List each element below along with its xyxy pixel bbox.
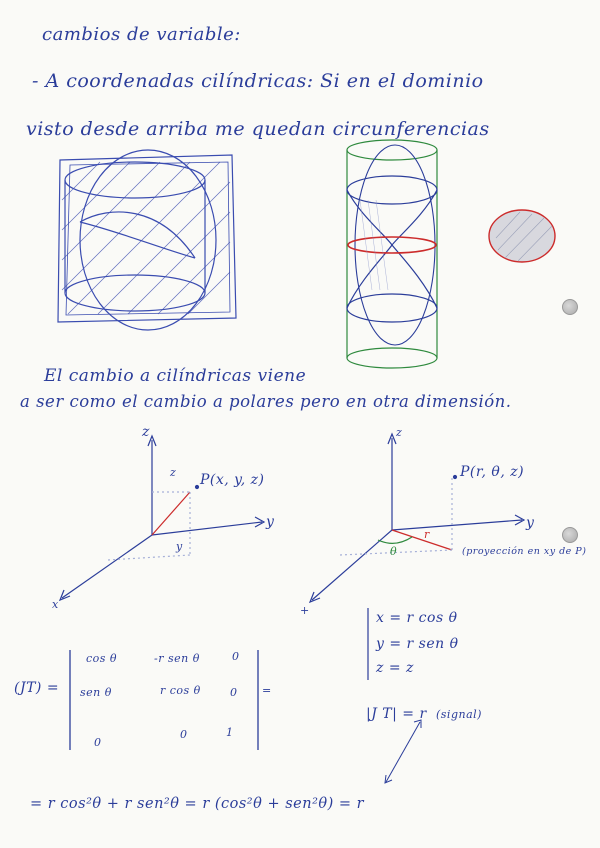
right-r-label: r — [424, 528, 430, 541]
jacobian-abs: |J T| = r — [366, 706, 427, 722]
jacobian-note: (signal) — [436, 708, 482, 721]
note-line-3: El cambio a cilíndricas viene — [44, 366, 307, 386]
left-x-axis-label: x — [52, 598, 59, 611]
connector-arrow — [385, 720, 421, 783]
matrix-cell-r1c0: sen θ — [80, 686, 112, 699]
equation-x: x = r cos θ — [376, 610, 458, 626]
cylinder-sketch — [347, 140, 437, 368]
matrix-cell-r1c1: r cos θ — [160, 684, 201, 697]
matrix-cell-r2c0: 0 — [94, 736, 102, 749]
red-shaded-circle — [489, 210, 555, 262]
matrix-cell-r2c1: 0 — [180, 728, 188, 741]
left-y-axis-label: y — [266, 514, 275, 530]
matrix-cell-r2c2: 1 — [226, 726, 234, 739]
note-line-2: visto desde arriba me quedan circunferencias — [26, 118, 490, 140]
hatched-square-sketch — [58, 150, 236, 330]
right-projection-label: (proyección en xy de P) — [462, 546, 587, 557]
matrix-cell-r0c1: -r sen θ — [154, 652, 200, 665]
matrix-cell-r0c0: cos θ — [86, 652, 118, 665]
left-z-axis-label: z — [142, 424, 150, 440]
final-result-line: = r cos²θ + r sen²θ = r (cos²θ + sen²θ) = r — [30, 796, 365, 812]
matrix-lhs: (JT) = — [14, 680, 60, 696]
right-theta-label: θ — [390, 545, 398, 558]
matrix-cell-r0c2: 0 — [232, 650, 240, 663]
heading-text: cambios de variable: — [42, 24, 241, 45]
right-axes — [310, 434, 524, 602]
left-y-small-label: y — [176, 540, 183, 553]
note-line-4: a ser como el cambio a polares pero en otra dimensión. — [20, 392, 512, 411]
left-axes — [60, 436, 264, 600]
left-z-small-label: z — [170, 466, 177, 479]
equation-y: y = r sen θ — [376, 636, 459, 652]
right-z-axis-label: z — [396, 426, 403, 439]
right-point-label: P(r, θ, z) — [460, 464, 525, 480]
matrix-cell-r1c2: 0 — [230, 686, 238, 699]
right-x-axis-label: + — [300, 604, 310, 617]
note-line-1: - A coordenadas cilíndricas: Si en el dominio — [32, 70, 484, 92]
matrix-equals: = — [262, 684, 272, 697]
right-y-axis-label: y — [526, 515, 535, 531]
equation-z: z = z — [376, 660, 414, 676]
left-point-label: P(x, y, z) — [200, 472, 265, 488]
